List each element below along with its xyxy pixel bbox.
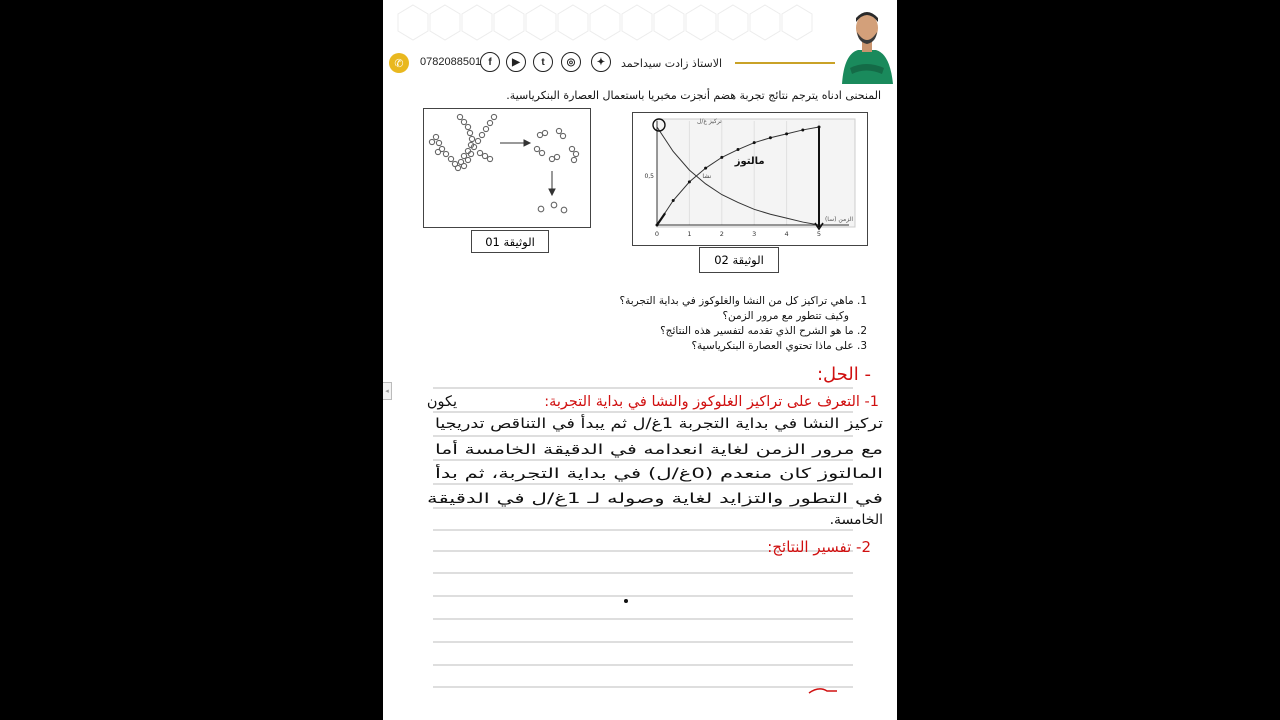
data-point xyxy=(704,167,707,170)
document-02-figure xyxy=(632,112,868,246)
plot-area xyxy=(657,119,855,227)
question-1: 1. ماهي تراكيز كل من النشا والغلوكوز في بداية التجربة؟ xyxy=(619,295,867,307)
x-tick-label: 2 xyxy=(719,230,724,238)
contact-header xyxy=(383,48,897,82)
x-tick-label: 5 xyxy=(816,230,822,238)
ink-mark xyxy=(809,689,837,693)
x-tick-label: 1 xyxy=(687,230,692,238)
y-tick-label: 0,5 xyxy=(644,173,654,180)
answer-line-5: في التطور والتزايد لغاية وصوله لـ 1غ/ل في الدقيقة xyxy=(426,491,779,507)
question-3: 3. على ماذا تحتوي العصارة البنكرياسية؟ xyxy=(691,340,867,352)
answer-point-1-title: 1- التعرف على تراكيز الغلوكوز والنشا في بداية التجربة: xyxy=(544,394,879,410)
data-point xyxy=(672,199,675,202)
header-divider xyxy=(735,62,835,64)
data-point xyxy=(753,141,756,144)
document-01-caption: الوثيقة 01 xyxy=(471,230,549,253)
concentration-chart xyxy=(633,113,867,245)
instagram-icon[interactable]: ◎ xyxy=(561,52,581,72)
y-axis-label: تركيز غ/ل xyxy=(697,118,722,125)
tumblr-icon[interactable]: t xyxy=(533,52,553,72)
ink-dot xyxy=(624,599,628,603)
x-tick-label: 0 xyxy=(654,230,660,238)
question-2: 2. ما هو الشرح الذي تقدمه لتفسير هذه النتائج؟ xyxy=(660,325,867,337)
data-point xyxy=(720,156,723,159)
x-axis-label: الزمن (سا) xyxy=(824,216,853,223)
data-point xyxy=(737,148,740,151)
starch-molecule xyxy=(429,114,496,170)
starch-hydrolysis-diagram xyxy=(424,109,590,227)
facebook-icon[interactable]: f xyxy=(480,52,500,72)
data-point xyxy=(801,128,804,131)
twitter-icon[interactable]: ✦ xyxy=(591,52,611,72)
exercise-intro: المنحنى ادناه يترجم نتائج تجربة هضم أنجزت مخبريا باستعمال العصارة البنكرياسية. xyxy=(506,89,881,102)
answer-line-4: المالتوز كان منعدم (0غ/ل) في بداية التجربة، ثم بدأ xyxy=(435,466,823,482)
answer-point-2-title: 2- تفسير النتائج: xyxy=(767,538,871,556)
answer-line-6: الخامسة. xyxy=(829,512,883,528)
answer-line-1: يكون xyxy=(426,394,457,410)
annotation-label: مالتوز xyxy=(734,156,765,168)
worksheet-page xyxy=(383,0,897,720)
answer-line-3: مع مرور الزمن لغاية انعدامه في الدقيقة الخامسة أما xyxy=(435,442,740,458)
data-point xyxy=(785,132,788,135)
document-02-caption: الوثيقة 02 xyxy=(699,247,779,273)
answer-line-2: تركيز النشا في بداية التجربة 1غ/ل ثم يبدأ في التناقص تدريجيا xyxy=(435,416,841,432)
handwritten-answer-area xyxy=(383,360,897,720)
glucose-molecules xyxy=(538,202,567,213)
teacher-avatar xyxy=(838,4,896,84)
series-label: نشا xyxy=(702,172,712,180)
side-handle[interactable]: ◂ xyxy=(383,382,392,400)
document-01-figure xyxy=(423,108,591,228)
youtube-icon[interactable]: ▶ xyxy=(506,52,526,72)
maltose-molecules xyxy=(534,128,578,162)
questions-list xyxy=(620,294,868,354)
x-tick-label: 4 xyxy=(784,230,789,238)
data-point xyxy=(688,180,691,183)
answer-heading: - الحل: xyxy=(816,364,871,385)
question-1-followup: وكيف تتطور مع مرور الزمن؟ xyxy=(722,310,849,322)
data-point xyxy=(769,136,772,139)
phone-number: 0782088501 xyxy=(420,56,482,68)
teacher-name: الاستاذ زادت سيداحمد xyxy=(621,57,723,70)
x-tick-label: 3 xyxy=(752,230,757,238)
phone-icon[interactable]: ✆ xyxy=(389,53,409,73)
